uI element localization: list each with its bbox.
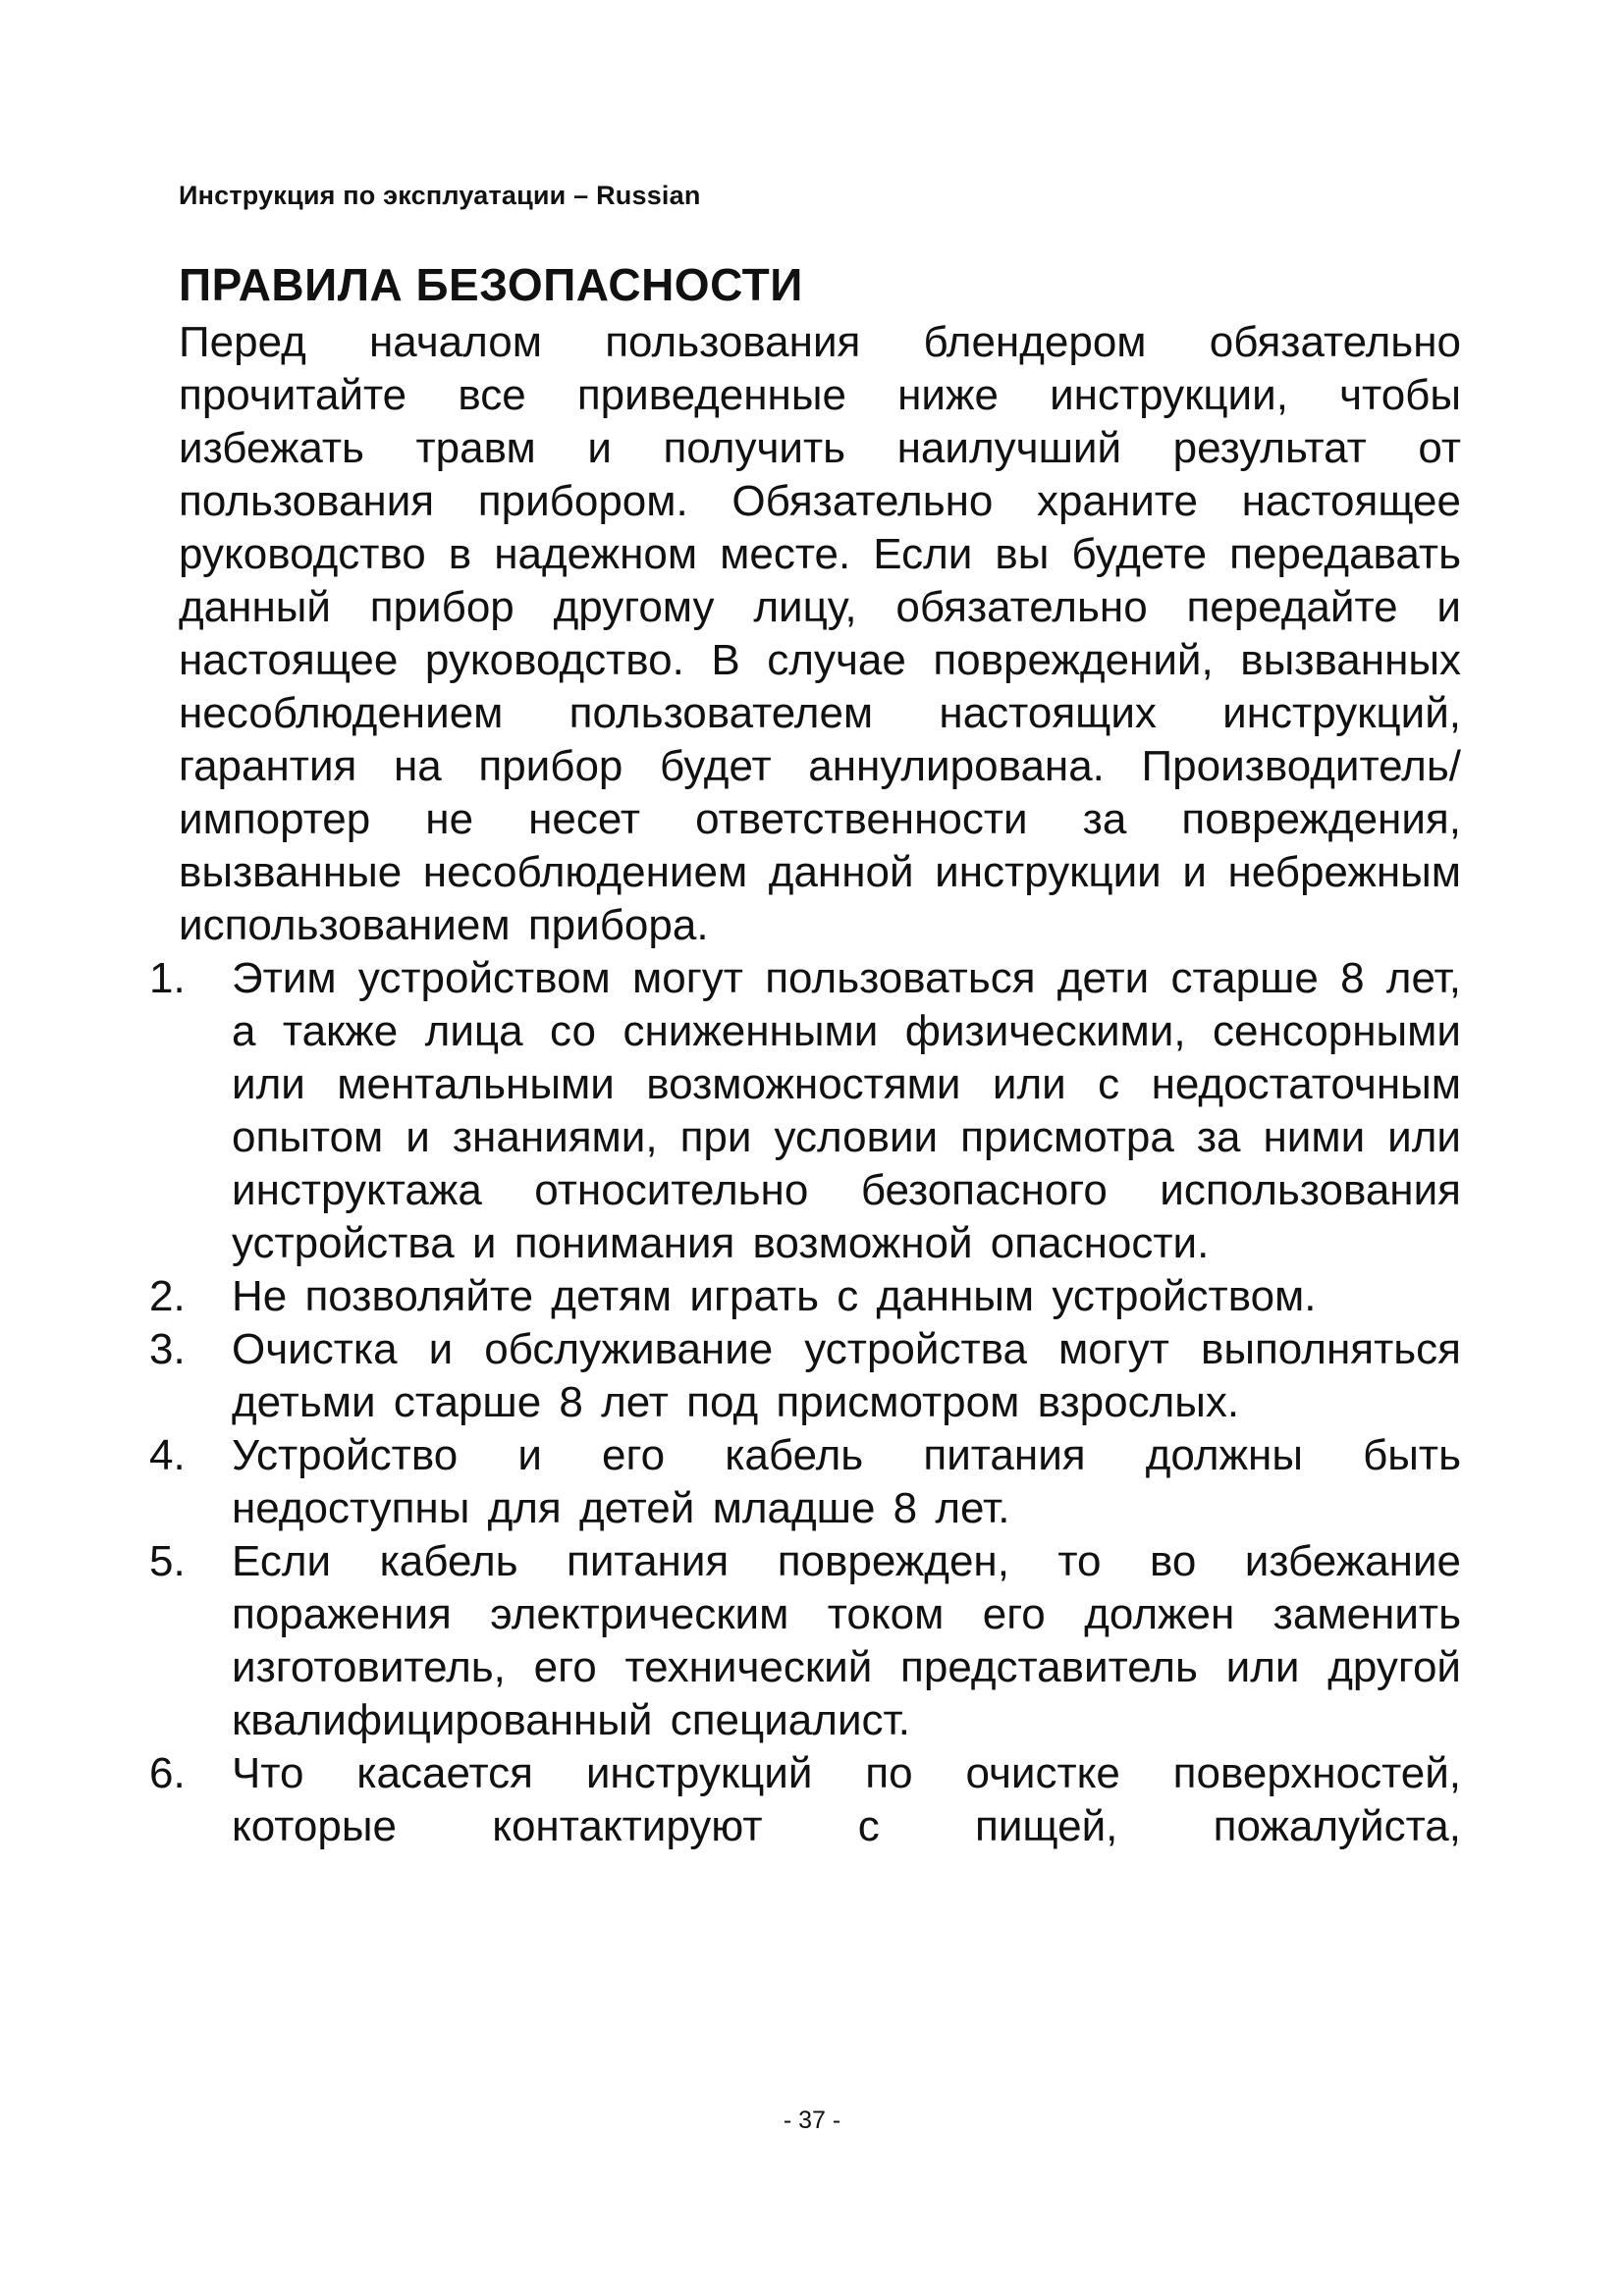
list-item-number: 6. [149,1749,186,1797]
list-item [149,1429,1461,1535]
safety-section [149,257,1461,1853]
page-header: Инструкция по эксплуатации – Russian [179,181,701,210]
list-item [149,952,1461,1270]
safety-rules-list [149,952,1461,1853]
list-item-text: Устройство и его кабель питания должны быть недоступны для детей младше 8 лет. [232,1431,1461,1532]
page-number: - 37 - [783,2107,841,2134]
list-item-number: 2. [149,1272,186,1320]
list-item-number: 1. [149,954,186,1002]
list-item-text: Что касается инструкций по очистке поверхностей, которые контактируют с пищей, пожалуйста, [232,1749,1461,1850]
list-item-text: Не позволяйте детям играть с данным устройством. [232,1272,1317,1320]
list-item [149,1747,1461,1853]
list-item [149,1535,1461,1747]
list-item-text: Если кабель питания поврежден, то во избежание поражения электрическим током его должен заменить изготовитель, его технический представитель или другой квалифицированный специалист. [232,1537,1461,1744]
list-item-number: 5. [149,1537,186,1585]
list-item-number: 3. [149,1325,186,1373]
section-title: ПРАВИЛА БЕЗОПАСНОСТИ [179,259,803,310]
list-item-number: 4. [149,1431,186,1479]
list-item-text: Этим устройством могут пользоваться дети старше 8 лет, а также лица со сниженными физическими, сенсорными или ментальными возможностями или с недостаточным опытом и знаниями, при условии присмотра за ними или инструктажа относительно безопасного использования устройства и понимания возможной опасности. [232,954,1461,1267]
list-item [149,1323,1461,1429]
intro-paragraph: Перед началом пользования блендером обязательно прочитайте все приведенные ниже инструкции, чтобы избежать травм и получить наилучший результат от пользования прибором. Обязательно храните настоящее руководство в надежном месте. Если вы будете передавать данный прибор другому лицу, обязательно передайте и настоящее руководство. В случае повреждений, вызванных несоблюдением пользователем настоящих инструкций, гарантия на прибор будет аннулирована. Производитель/импортер не несет ответственности за повреждения, вызванные несоблюдением данной инструкции и небрежным использованием прибора. [179,318,1461,949]
list-item-text: Очистка и обслуживание устройства могут выполняться детьми старше 8 лет под присмотром взрослых. [232,1325,1461,1426]
list-item [149,1270,1461,1323]
